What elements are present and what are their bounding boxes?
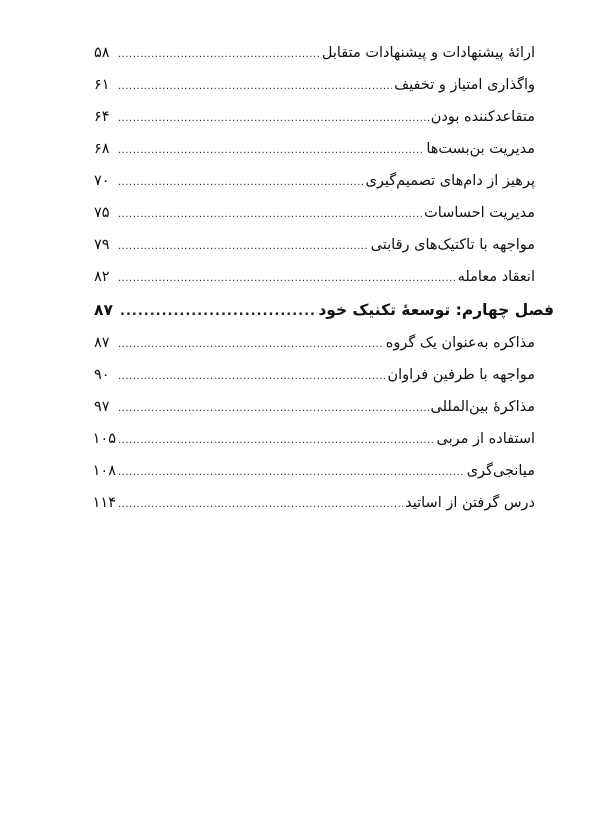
dot-leader: [118, 103, 429, 135]
toc-entry[interactable]: [94, 197, 535, 229]
toc-entry-title: واگذاری امتیاز و تخفیف: [394, 77, 535, 93]
dot-leader: [118, 167, 364, 199]
toc-entry[interactable]: [94, 37, 535, 69]
toc-entry-page: ۶۴: [94, 109, 110, 125]
dot-leader: [118, 135, 424, 167]
toc-entry[interactable]: [94, 487, 535, 519]
toc-entry-page: ۵۸: [94, 45, 110, 61]
toc-entry[interactable]: [94, 133, 535, 165]
toc-chapter-page: ۸۷: [94, 301, 113, 319]
dot-leader: [118, 71, 392, 103]
dot-leader: [118, 263, 456, 295]
toc-entry-title: مواجهه با طرفین فراوان: [387, 367, 535, 383]
toc-entry[interactable]: [94, 423, 535, 455]
toc-entry-title: ارائهٔ پیشنهادات و پیشنهادات متقابل: [321, 45, 535, 61]
dot-leader: [118, 457, 465, 489]
toc-chapter-title: فصل چهارم: توسعهٔ تکنیک خود: [318, 301, 554, 319]
toc-entry-title: انعقاد معامله: [457, 269, 535, 285]
toc-entry-page: ۷۹: [94, 237, 110, 253]
toc-entry-page: ۶۱: [94, 77, 110, 93]
toc-entry-title: مدیریت احساسات: [424, 205, 535, 221]
dot-leader: [118, 425, 435, 457]
dot-leader: [118, 39, 320, 71]
toc-entry-page: ۱۱۴: [92, 495, 116, 511]
dot-leader: [120, 295, 316, 329]
toc-entry-title: پرهیز از دام‌های تصمیم‌گیری: [365, 173, 535, 189]
toc-entry-page: ۱۰۸: [92, 463, 116, 479]
dot-leader: [118, 329, 384, 361]
toc-entry[interactable]: [94, 455, 535, 487]
toc-entry[interactable]: [94, 261, 535, 293]
toc-entry-title: مذاکره به‌عنوان یک گروه: [385, 335, 535, 351]
toc-entry[interactable]: [94, 69, 535, 101]
toc-entry[interactable]: [94, 391, 535, 423]
toc-entry-page: ۷۰: [94, 173, 110, 189]
toc-entry[interactable]: [94, 165, 535, 197]
dot-leader: [118, 489, 403, 521]
toc-entry[interactable]: [94, 229, 535, 261]
toc-entry-page: ۹۰: [94, 367, 110, 383]
toc-chapter-heading[interactable]: [94, 293, 554, 327]
table-of-contents: [92, 37, 554, 519]
toc-entry[interactable]: [94, 101, 535, 133]
toc-entry-page: ۶۸: [94, 141, 110, 157]
toc-entry-title: استفاده از مربی: [436, 431, 535, 447]
dot-leader: [118, 393, 429, 425]
dot-leader: [118, 361, 385, 393]
toc-entry-title: درس گرفتن از اساتید: [405, 495, 535, 511]
dot-leader: [118, 231, 369, 263]
toc-entry-page: ۸۲: [94, 269, 110, 285]
toc-entry-page: ۷۵: [94, 205, 110, 221]
toc-entry-page: ۱۰۵: [92, 431, 116, 447]
toc-entry-title: متقاعدکننده بودن: [430, 109, 535, 125]
dot-leader: [118, 199, 422, 231]
toc-entry[interactable]: [94, 327, 535, 359]
toc-entry-page: ۹۷: [94, 399, 110, 415]
toc-entry-title: میانجی‌گری: [466, 463, 535, 479]
toc-entry[interactable]: [94, 359, 535, 391]
toc-entry-title: مواجهه با تاکتیک‌های رقابتی: [370, 237, 535, 253]
toc-entry-page: ۸۷: [94, 335, 110, 351]
toc-entry-title: مدیریت بن‌بست‌ها: [426, 141, 535, 157]
toc-entry-title: مذاکرهٔ بین‌المللی: [430, 399, 535, 415]
